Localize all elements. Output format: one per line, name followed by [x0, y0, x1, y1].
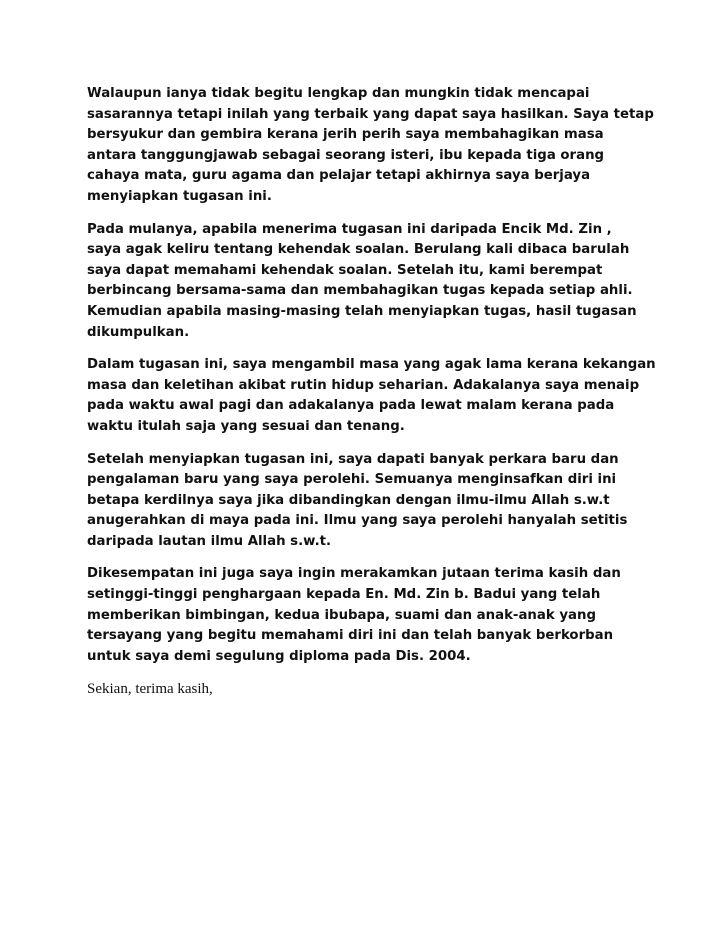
- paragraph-line: cahaya mata, guru agama dan pelajar tetapi akhirnya saya berjaya: [87, 168, 591, 184]
- paragraph-line: anugerahkan di maya pada ini. Ilmu yang saya perolehi hanyalah setitis: [87, 513, 628, 529]
- paragraph-line: setinggi-tinggi penghargaan kepada En. Md. Zin b. Badui yang telah: [87, 587, 601, 603]
- paragraph-line: sasarannya tetapi inilah yang terbaik yang dapat saya hasilkan. Saya tetap: [87, 106, 654, 122]
- paragraph-4: [87, 450, 657, 553]
- paragraph-line: antara tanggungjawab sebagai seorang isteri, ibu kepada tiga orang: [87, 147, 605, 163]
- paragraph-line: Walaupun ianya tidak begitu lengkap dan mungkin tidak mencapai: [87, 86, 590, 101]
- closing-text: Sekian, terima kasih,: [87, 681, 213, 698]
- document-body: [87, 84, 657, 699]
- paragraph-2: [87, 220, 657, 344]
- paragraph-line: pengalaman baru yang saya perolehi. Semuanya menginsafkan diri ini: [87, 472, 617, 488]
- paragraph-line: menyiapkan tugasan ini.: [87, 188, 272, 204]
- paragraph-line: Kemudian apabila masing-masing telah menyiapkan tugas, hasil tugasan: [87, 303, 637, 319]
- paragraph-3: [87, 355, 657, 437]
- paragraph-line: tersayang yang begitu memahami diri ini dan telah banyak berkorban: [87, 628, 614, 644]
- paragraph-line: Dikesempatan ini juga saya ingin merakamkan jutaan terima kasih dan: [87, 566, 621, 582]
- paragraph-line: Pada mulanya, apabila menerima tugasan ini daripada Encik Md. Zin ,: [87, 221, 612, 237]
- paragraph-line: bersyukur dan gembira kerana jerih perih saya membahagikan masa: [87, 127, 604, 143]
- paragraph-line: masa dan keletihan akibat rutin hidup seharian. Adakalanya saya menaip: [87, 377, 640, 393]
- paragraph-line: daripada lautan ilmu Allah s.w.t.: [87, 533, 332, 549]
- paragraph-line: saya agak keliru tentang kehendak soalan. Berulang kali dibaca barulah: [87, 242, 630, 258]
- paragraph-5: [87, 564, 657, 667]
- paragraph-line: waktu itulah saja yang sesuai dan tenang.: [87, 418, 405, 434]
- paragraph-line: dikumpulkan.: [87, 324, 190, 340]
- paragraph-line: pada waktu awal pagi dan adakalanya pada lewat malam kerana pada: [87, 398, 615, 414]
- paragraph-1: [87, 84, 657, 208]
- paragraph-line: memberikan bimbingan, kedua ibubapa, suami dan anak-anak yang: [87, 607, 596, 623]
- paragraph-line: berbincang bersama-sama dan membahagikan tugas kepada setiap ahli.: [87, 283, 633, 299]
- paragraph-line: saya dapat memahami kehendak soalan. Setelah itu, kami berempat: [87, 262, 603, 278]
- paragraph-line: Setelah menyiapkan tugasan ini, saya dapati banyak perkara baru dan: [87, 451, 619, 467]
- paragraph-line: Dalam tugasan ini, saya mengambil masa yang agak lama kerana kekangan: [87, 357, 656, 373]
- paragraph-line: betapa kerdilnya saya jika dibandingkan dengan ilmu-ilmu Allah s.w.t: [87, 492, 610, 508]
- paragraph-line: untuk saya demi segulung diploma pada Dis. 2004.: [87, 648, 471, 664]
